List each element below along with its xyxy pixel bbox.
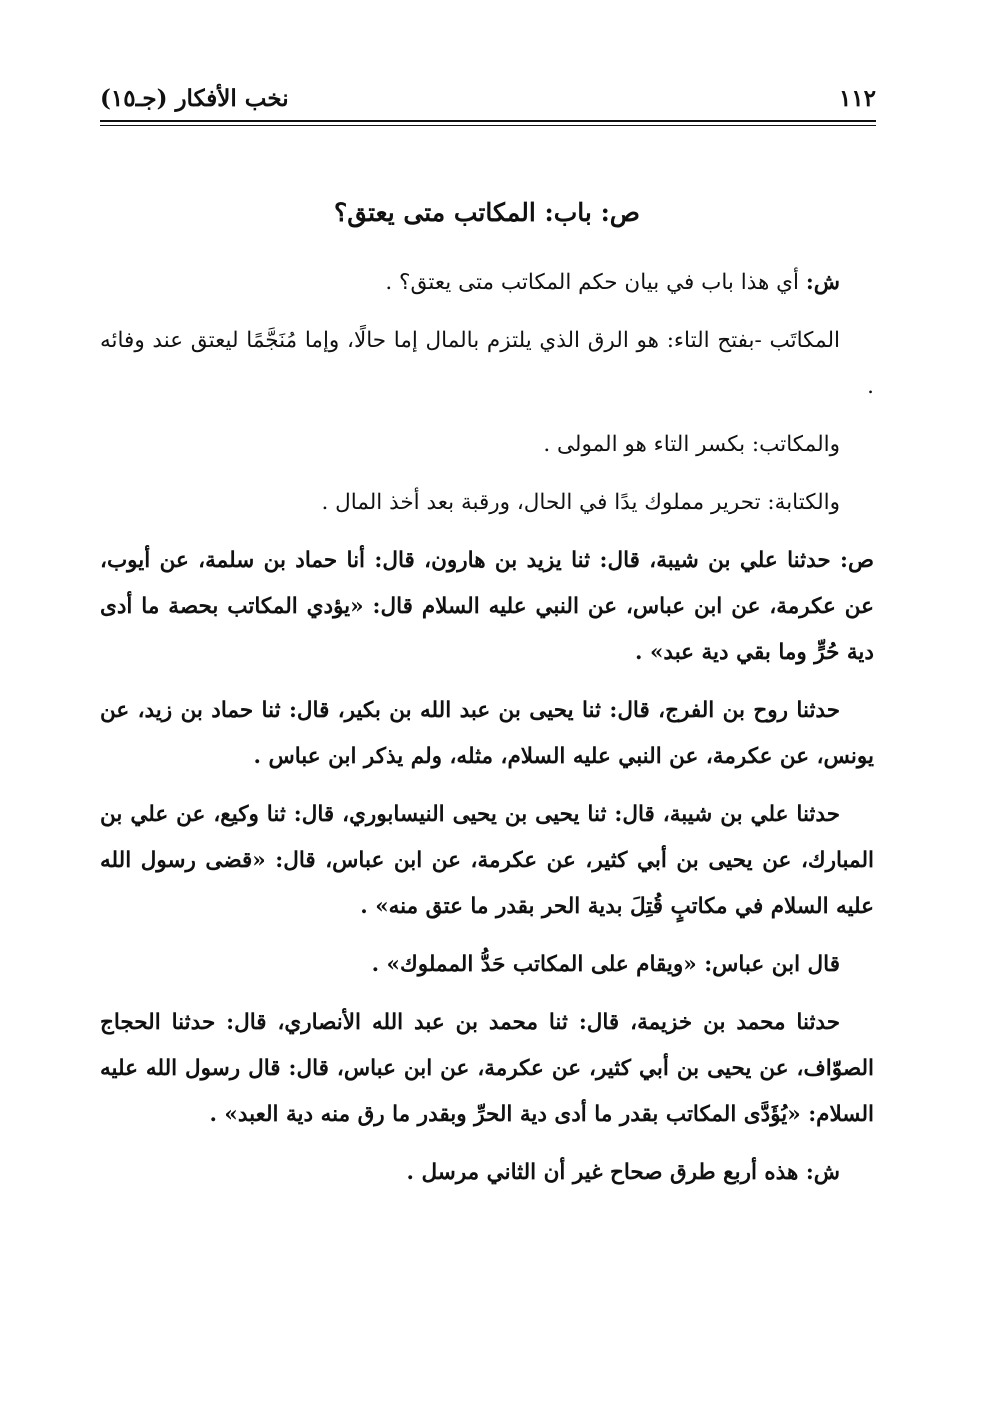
paragraph-9 (100, 1000, 874, 1138)
paragraph-2 (100, 318, 874, 410)
header-rule (100, 120, 876, 122)
paragraph-marker: ش: (805, 270, 840, 295)
header-rule-thin (100, 125, 876, 126)
paragraph-6 (100, 688, 874, 780)
page-header (100, 78, 876, 118)
chapter-marker: ص: (600, 198, 641, 227)
paragraph-10 (100, 1150, 874, 1196)
paragraph-5 (100, 538, 874, 676)
page-content (100, 190, 874, 1208)
paragraph-text: هذه أربع طرق صحاح غير أن الثاني مرسل . (406, 1160, 799, 1185)
paragraph-text: قال ابن عباس: «ويقام على المكاتب حَدُّ المملوك» . (371, 952, 840, 977)
paragraph-marker: ص: (840, 548, 874, 573)
paragraph-3 (100, 422, 874, 468)
paragraph-marker: ش: (805, 1160, 840, 1185)
paragraph-text: حدثنا محمد بن خزيمة، قال: ثنا محمد بن عبد الله الأنصاري، قال: حدثنا الحجاج الصوّاف، عن يحيى بن أبي كثير، عن عكرمة، عن ابن عباس، قال: قال رسول الله عليه السلام: «يُؤَدَّى المكاتب بقدر ما أدى دية الحرِّ وبقدر ما رق منه دية العبد» . (100, 1010, 874, 1127)
paragraph-7 (100, 792, 874, 930)
paragraph-8 (100, 942, 874, 988)
chapter-title-text: باب: المكاتب متى يعتق؟ (333, 198, 592, 227)
paragraph-1 (100, 260, 874, 306)
paragraph-text: والكتابة: تحرير مملوك يدًا في الحال، ورقبة بعد أخذ المال . (321, 490, 840, 515)
paragraph-text: المكاتَب -بفتح التاء: هو الرق الذي يلتزم بالمال إما حالًا، وإما مُنَجَّمًا ليعتق عند وفائه . (100, 328, 874, 399)
chapter-title (100, 190, 874, 236)
page-number: ١١٢ (838, 84, 876, 112)
book-title: نخب الأفكار (جـ١٥) (100, 84, 289, 112)
paragraph-text: أي هذا باب في بيان حكم المكاتب متى يعتق؟ . (385, 270, 799, 295)
paragraph-text: حدثنا روح بن الفرج، قال: ثنا يحيى بن عبد الله بن بكير، قال: ثنا حماد بن زيد، عن يونس، عن عكرمة، عن النبي عليه السلام، مثله، ولم يذكر ابن عباس . (100, 698, 874, 769)
paragraph-text: حدثنا علي بن شيبة، قال: ثنا يزيد بن هارون، قال: أنا حماد بن سلمة، عن أيوب، عن عكرمة، عن ابن عباس، عن النبي عليه السلام قال: «يؤدي المكاتب بحصة ما أدى دية حُرٍّ وما بقي دية عبد» . (100, 548, 874, 665)
paragraph-text: والمكاتب: بكسر التاء هو المولى . (543, 432, 840, 457)
paragraph-4 (100, 480, 874, 526)
paragraph-text: حدثنا علي بن شيبة، قال: ثنا يحيى بن يحيى النيسابوري، قال: ثنا وكيع، عن علي بن المبارك، عن يحيى بن أبي كثير، عن عكرمة، عن ابن عباس، قال: «قضى رسول الله عليه السلام في مكاتبٍ قُتِلَ بدية الحر بقدر ما عتق منه» . (100, 802, 874, 919)
